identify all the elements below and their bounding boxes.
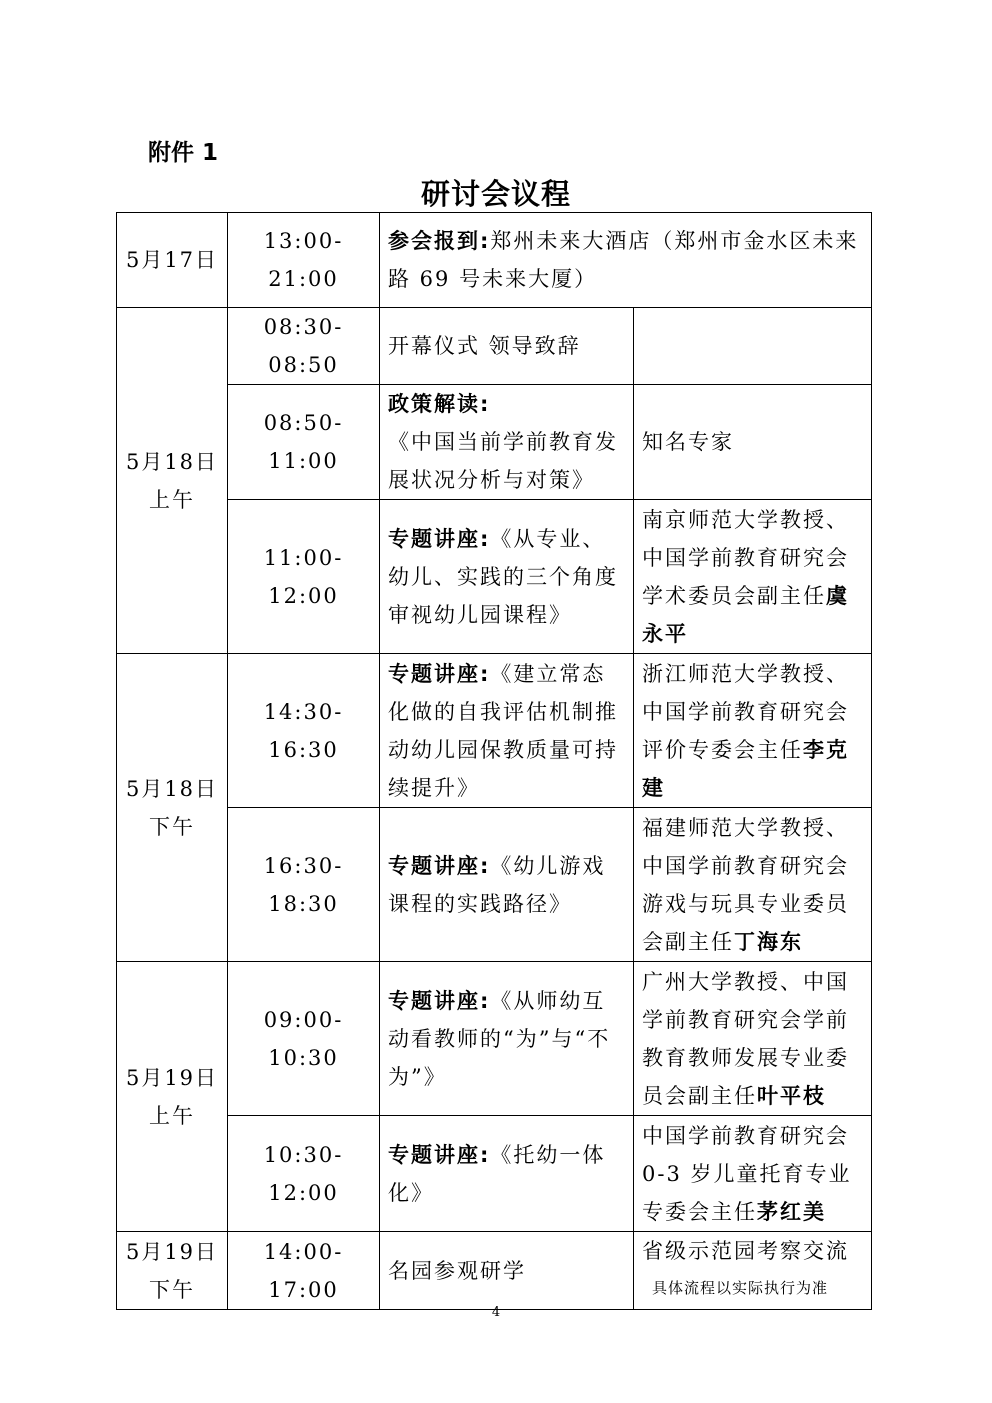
speaker-desc: 中国学前教育研究会 0-3 岁儿童托育专业专委会主任 [642, 1123, 852, 1224]
topic-cell: 名园参观研学 [380, 1232, 634, 1310]
topic-text: 《托幼一体化》 [388, 1142, 606, 1205]
period-text: 下午 [149, 814, 195, 839]
date-text: 5月18日 [125, 449, 219, 474]
topic-text: 《幼儿游戏课程的实践路径》 [388, 853, 606, 916]
table-row [117, 1116, 872, 1232]
topic-cell [380, 1116, 634, 1232]
speaker-cell [634, 308, 872, 385]
time-cell: 16:30-18:30 [228, 808, 380, 962]
topic-label: 专题讲座: [388, 661, 491, 686]
table-row [117, 308, 872, 385]
topic-label: 专题讲座: [388, 988, 491, 1013]
time-cell: 14:00-17:00 [228, 1232, 380, 1310]
speaker-cell [634, 654, 872, 808]
time-cell: 08:30-08:50 [228, 308, 380, 385]
speaker-cell: 知名专家 [634, 385, 872, 500]
topic-text: 《从专业、幼儿、实践的三个角度审视幼儿园课程》 [388, 526, 618, 627]
date-cell [117, 308, 228, 654]
topic-label: 专题讲座: [388, 1142, 491, 1167]
speaker-cell [634, 808, 872, 962]
speaker-name: 叶平枝 [757, 1083, 826, 1108]
speaker-name: 茅红美 [757, 1199, 826, 1224]
agenda-table [116, 212, 872, 1310]
table-row [117, 808, 872, 962]
time-cell: 14:30-16:30 [228, 654, 380, 808]
time-cell: 08:50-11:00 [228, 385, 380, 500]
time-cell: 11:00-12:00 [228, 500, 380, 654]
date-cell [117, 654, 228, 962]
topic-cell [380, 654, 634, 808]
topic-text: 《从师幼互动看教师的“为”与“不为”》 [388, 988, 611, 1089]
speaker-name: 李克建 [642, 737, 849, 800]
topic-cell [380, 213, 872, 308]
speaker-name: 虞永平 [642, 583, 849, 646]
speaker-cell [634, 1116, 872, 1232]
topic-cell [380, 385, 634, 500]
topic-cell [380, 500, 634, 654]
period-text: 上午 [149, 487, 195, 512]
topic-label: 专题讲座: [388, 853, 491, 878]
date-cell: 5月17日 [117, 213, 228, 308]
table-row [117, 213, 872, 308]
date-text: 5月19日 [125, 1065, 219, 1090]
speaker-desc: 广州大学教授、中国学前教育研究会学前教育教师发展专业委员会副主任 [642, 969, 849, 1108]
footnote: 具体流程以实际执行为准 [652, 1279, 829, 1297]
topic-cell: 开幕仪式 领导致辞 [380, 308, 634, 385]
date-text: 5月19日 [125, 1239, 219, 1264]
date-cell [117, 1232, 228, 1310]
speaker-cell [634, 500, 872, 654]
speaker-desc: 南京师范大学教授、中国学前教育研究会学术委员会副主任 [642, 507, 849, 608]
date-cell [117, 962, 228, 1232]
speaker-cell: 省级示范园考察交流 [634, 1232, 872, 1310]
time-cell: 13:00-21:00 [228, 213, 380, 308]
topic-label: 政策解读: [388, 392, 491, 416]
topic-label: 参会报到: [388, 229, 491, 253]
page-number: 4 [491, 1305, 501, 1320]
time-cell: 09:00-10:30 [228, 962, 380, 1116]
speaker-name: 丁海东 [734, 929, 803, 954]
period-text: 下午 [149, 1277, 195, 1302]
date-text: 5月18日 [125, 776, 219, 801]
topic-text: 《中国当前学前教育发展状况分析与对策》 [388, 430, 618, 492]
topic-label: 专题讲座: [388, 526, 491, 551]
table-row [117, 385, 872, 500]
topic-text: 郑州未来大酒店（郑州市金水区未来路 69 号未来大厦） [388, 229, 859, 291]
topic-cell [380, 962, 634, 1116]
topic-text: 《建立常态化做的自我评估机制推动幼儿园保教质量可持续提升》 [388, 661, 618, 800]
attachment-label: 附件 1 [148, 140, 219, 166]
period-text: 上午 [149, 1103, 195, 1128]
table-row [117, 962, 872, 1116]
table-row [117, 654, 872, 808]
speaker-desc: 浙江师范大学教授、中国学前教育研究会评价专委会主任 [642, 661, 849, 762]
table-row [117, 500, 872, 654]
topic-cell [380, 808, 634, 962]
page-title: 研讨会议程 [420, 177, 571, 211]
speaker-cell [634, 962, 872, 1116]
time-cell: 10:30-12:00 [228, 1116, 380, 1232]
speaker-desc: 福建师范大学教授、中国学前教育研究会游戏与玩具专业委员会副主任 [642, 815, 849, 954]
